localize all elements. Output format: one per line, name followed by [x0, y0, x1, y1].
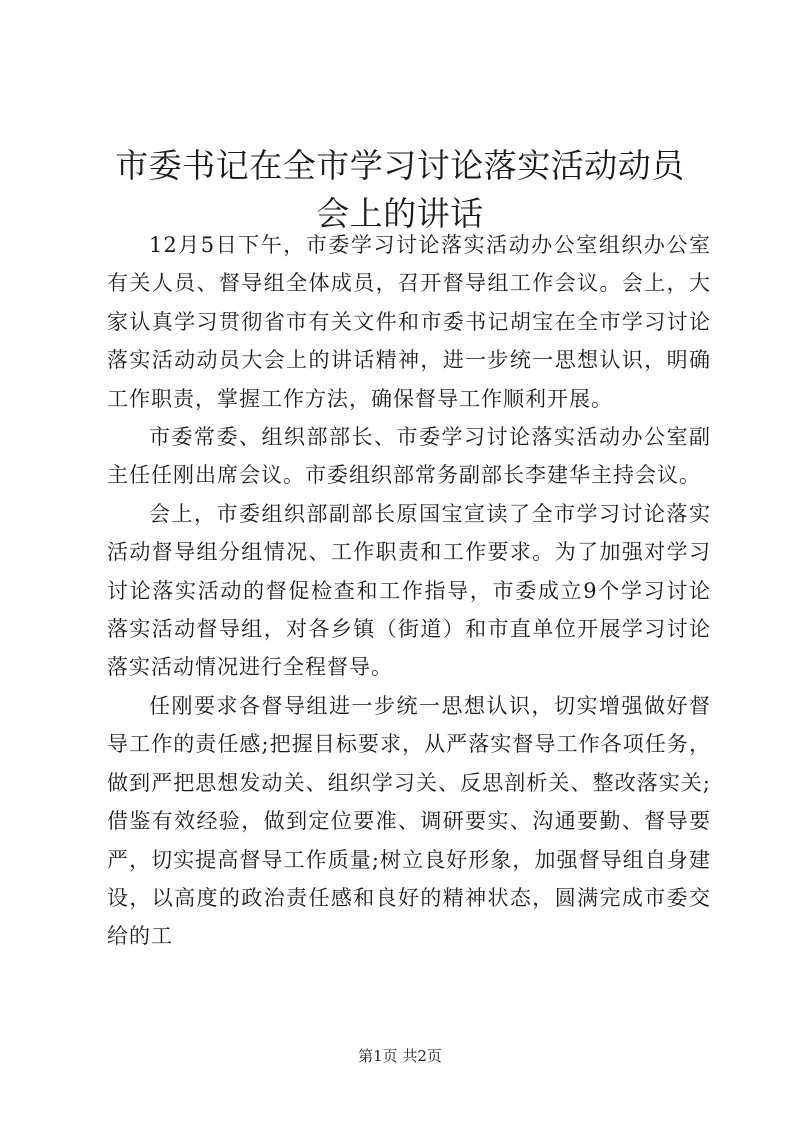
paragraph-4: 任刚要求各督导组进一步统一思想认识，切实增强做好督导工作的责任感;把握目标要求，从严落实督导工作各项任务，做到严把思想发动关、组织学习关、反思剖析关、整改落实关;借鉴有效经验，做到定位要准、调研要实、沟通要勤、督导要严，切实提高督导工作质量;树立良好形象，加强督导组自身建设，以高度的政治责任感和良好的精神状态，圆满完成市委交给的工 — [107, 693, 711, 949]
page-number-footer: 第1页 共2页 — [358, 1047, 442, 1065]
paragraph-3: 会上，市委组织部副部长原国宝宣读了全市学习讨论落实活动督导组分组情况、工作职责和工作要求。为了加强对学习讨论落实活动的督促检查和工作指导，市委成立9个学习讨论落实活动督导组，对各乡镇（街道）和市直单位开展学习讨论落实活动情况进行全程督导。 — [107, 501, 711, 680]
paragraph-1: 12月5日下午，市委学习讨论落实活动办公室组织办公室有关人员、督导组全体成员，召开督导组工作会议。会上，大家认真学习贯彻省市有关文件和市委书记胡宝在全市学习讨论落实活动动员大会上的讲话精神，进一步统一思想认识，明确工作职责，掌握工作方法，确保督导工作顺利开展。 — [107, 233, 711, 411]
paragraph-2: 市委常委、组织部部长、市委学习讨论落实活动办公室副主任任刚出席会议。市委组织部常务副部长李建华主持会议。 — [107, 425, 711, 488]
document-body — [107, 226, 711, 956]
document-title: 市委书记在全市学习讨论落实活动动员会上的讲话 — [115, 146, 685, 233]
